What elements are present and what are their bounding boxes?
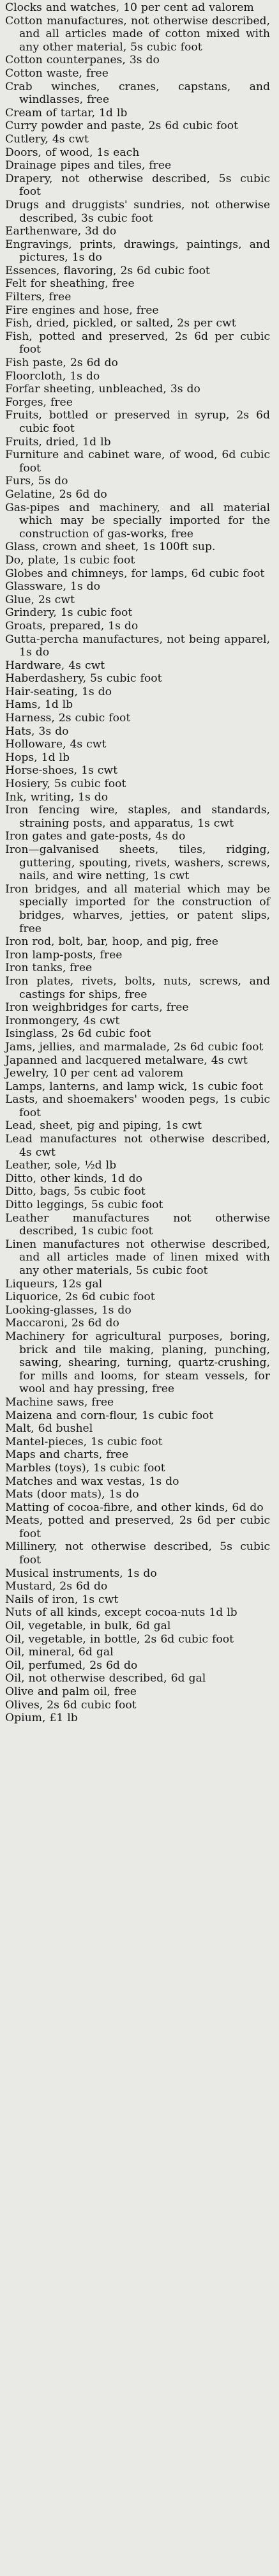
tariff-entry: Cream of tartar, 1d lb	[5, 106, 128, 119]
tariff-entry: Mantel-pieces, 1s cubic foot	[5, 1435, 163, 1448]
tariff-entry: Clocks and watches, 10 per cent ad valorem	[5, 1, 254, 14]
tariff-entry: Malt, 6d bushel	[5, 1422, 93, 1436]
tariff-entry: Isinglass, 2s 6d cubic foot	[5, 1027, 151, 1041]
tariff-entry: Olive and palm oil, free	[5, 1685, 137, 1698]
tariff-entry: Lasts, and shoemakers' wooden pegs, 1s cubic foot	[5, 1093, 270, 1119]
tariff-entry: Iron plates, rivets, bolts, nuts, screws, and castings for ships, free	[5, 974, 270, 1001]
tariff-entry: Do, plate, 1s cubic foot	[5, 553, 135, 567]
tariff-entry: Fish, dried, pickled, or salted, 2s per cwt	[5, 317, 236, 330]
tariff-entry: Holloware, 4s cwt	[5, 738, 107, 751]
tariff-entry: Felt for sheathing, free	[5, 277, 135, 291]
tariff-entry: Mustard, 2s 6d do	[5, 1580, 108, 1593]
tariff-entry: Millinery, not otherwise described, 5s cubic foot	[5, 1540, 270, 1567]
tariff-entry: Hosiery, 5s cubic foot	[5, 778, 126, 791]
tariff-entry: Filters, free	[5, 291, 72, 304]
tariff-entry: Liquorice, 2s 6d cubic foot	[5, 1291, 155, 1304]
tariff-entry: Crab winches, cranes, capstans, and windlasses, free	[5, 80, 270, 107]
tariff-entry: Maccaroni, 2s 6d do	[5, 1317, 119, 1330]
tariff-entry: Furs, 5s do	[5, 475, 68, 488]
tariff-entry: Fish paste, 2s 6d do	[5, 356, 118, 370]
tariff-entry: Furniture and cabinet ware, of wood, 6d cubic foot	[5, 448, 270, 475]
tariff-entry: Cotton waste, free	[5, 66, 109, 80]
tariff-entry: Hops, 1d lb	[5, 751, 70, 764]
tariff-entry: Gutta-percha manufactures, not being apparel, 1s do	[5, 632, 270, 659]
tariff-entry: Looking-glasses, 1s do	[5, 1303, 132, 1317]
tariff-entry: Opium, £1 lb	[5, 1712, 78, 1725]
tariff-entry: Lead manufactures not otherwise described, 4s cwt	[5, 1133, 270, 1159]
tariff-entry: Grindery, 1s cubic foot	[5, 606, 133, 620]
tariff-entry: Lamps, lanterns, and lamp wick, 1s cubic foot	[5, 1080, 264, 1093]
tariff-entry: Iron weighbridges for carts, free	[5, 1001, 189, 1015]
tariff-entry: Oil, vegetable, in bottle, 2s 6d cubic foot	[5, 1632, 234, 1646]
tariff-entry: Glass, crown and sheet, 1s 100ft sup.	[5, 540, 216, 554]
tariff-entry: Engravings, prints, drawings, paintings, and pictures, 1s do	[5, 238, 270, 264]
tariff-entry: Cotton manufactures, not otherwise described, and all articles made of cotton mixed with any other material, 5s cubic foot	[5, 14, 270, 54]
tariff-entry: Curry powder and paste, 2s 6d cubic foot	[5, 119, 238, 133]
tariff-entry: Iron rod, bolt, bar, hoop, and pig, free	[5, 935, 218, 949]
tariff-entry: Iron bridges, and all material which may be specially imported for the construction of bridges, wharves, jetties, or patent slips, free	[5, 882, 270, 935]
tariff-entry: Maizena and corn-flour, 1s cubic foot	[5, 1409, 214, 1422]
tariff-entry: Marbles (toys), 1s cubic foot	[5, 1461, 165, 1475]
tariff-entry: Horse-shoes, 1s cwt	[5, 764, 117, 778]
tariff-entry: Oil, perfumed, 2s 6d do	[5, 1659, 138, 1672]
tariff-entry: Ironmongery, 4s cwt	[5, 1014, 120, 1027]
tariff-entry: Glue, 2s cwt	[5, 593, 75, 606]
tariff-entry: Haberdashery, 5s cubic foot	[5, 672, 162, 686]
tariff-entry: Musical instruments, 1s do	[5, 1567, 157, 1580]
tariff-entry: Drainage pipes and tiles, free	[5, 159, 172, 172]
tariff-entry: Globes and chimneys, for lamps, 6d cubic foot	[5, 567, 265, 580]
tariff-entry: Matting of cocoa-fibre, and other kinds, 6d do	[5, 1501, 264, 1514]
tariff-entry: Fruits, dried, 1d lb	[5, 435, 111, 448]
tariff-entry: Forges, free	[5, 395, 73, 409]
tariff-entry: Hams, 1d lb	[5, 698, 73, 712]
tariff-entry: Oil, mineral, 6d gal	[5, 1646, 114, 1659]
tariff-entry: Leather manufactures not otherwise described, 1s cubic foot	[5, 1211, 270, 1238]
tariff-entry: Machine saws, free	[5, 1395, 114, 1409]
tariff-entry: Glassware, 1s do	[5, 580, 100, 594]
tariff-entry: Oil, vegetable, in bulk, 6d gal	[5, 1620, 171, 1633]
tariff-entry: Forfar sheeting, unbleached, 3s do	[5, 383, 200, 396]
tariff-entry: Lead, sheet, pig and piping, 1s cwt	[5, 1119, 202, 1133]
tariff-entry: Nuts of all kinds, except cocoa-nuts 1d lb	[5, 1606, 238, 1620]
tariff-entry: Hats, 3s do	[5, 724, 69, 738]
tariff-entry: Drugs and druggists' sundries, not otherwise described, 3s cubic foot	[5, 198, 270, 225]
tariff-entry: Iron lamp-posts, free	[5, 948, 123, 962]
tariff-entry: Essences, flavoring, 2s 6d cubic foot	[5, 264, 210, 277]
tariff-entry: Mats (door mats), 1s do	[5, 1488, 139, 1501]
tariff-entry: Gas-pipes and machinery, and all material which may be specially imported for the construction of gas-works, free	[5, 501, 270, 540]
tariff-entry: Linen manufactures not otherwise described, and all articles made of linen mixed with any other materials, 5s cubic foot	[5, 1238, 270, 1277]
tariff-entry: Cutlery, 4s cwt	[5, 132, 89, 146]
tariff-entry: Groats, prepared, 1s do	[5, 619, 139, 632]
tariff-entry: Hardware, 4s cwt	[5, 659, 105, 672]
tariff-entry: Maps and charts, free	[5, 1448, 129, 1462]
tariff-entry: Gelatine, 2s 6d do	[5, 487, 107, 501]
tariff-entry: Olives, 2s 6d cubic foot	[5, 1698, 137, 1712]
tariff-entry: Ditto, other kinds, 1d do	[5, 1172, 143, 1185]
tariff-entry: Doors, of wood, 1s each	[5, 146, 140, 159]
tariff-entry: Fish, potted and preserved, 2s 6d per cubic foot	[5, 330, 270, 356]
tariff-entry: Iron—galvanised sheets, tiles, ridging, guttering, spouting, rivets, washers, screws, nails, and wire netting, 1s cwt	[5, 843, 270, 883]
tariff-entry: Machinery for agricultural purposes, boring, brick and tile making, planing, punching, sawing, shearing, turning, quartz-crushing, for mills and looms, for steam vessels, for wool and hay pressing, free	[5, 1330, 270, 1396]
tariff-entry: Fruits, bottled or preserved in syrup, 2s 6d cubic foot	[5, 409, 270, 435]
tariff-entry: Iron fencing wire, staples, and standards, straining posts, and apparatus, 1s cwt	[5, 804, 270, 830]
tariff-entry: Japanned and lacquered metalware, 4s cwt	[5, 1054, 248, 1067]
tariff-entry: Leather, sole, ½d lb	[5, 1159, 117, 1172]
tariff-entry: Liqueurs, 12s gal	[5, 1277, 103, 1291]
tariff-entry: Ink, writing, 1s do	[5, 790, 109, 804]
tariff-entry: Jewelry, 10 per cent ad valorem	[5, 1067, 184, 1080]
tariff-entry: Matches and wax vestas, 1s do	[5, 1475, 179, 1488]
tariff-entry: Oil, not otherwise described, 6d gal	[5, 1672, 206, 1685]
tariff-entry: Floorcloth, 1s do	[5, 369, 100, 383]
tariff-entry: Iron tanks, free	[5, 962, 93, 975]
tariff-entry: Earthenware, 3d do	[5, 225, 117, 238]
tariff-entry: Ditto leggings, 5s cubic foot	[5, 1199, 163, 1212]
tariff-entry: Hair-seating, 1s do	[5, 685, 112, 698]
tariff-entry: Fire engines and hose, free	[5, 303, 159, 317]
tariff-entry: Nails of iron, 1s cwt	[5, 1593, 119, 1606]
tariff-entry: Meats, potted and preserved, 2s 6d per cubic foot	[5, 1514, 270, 1540]
tariff-entry: Drapery, not otherwise described, 5s cubic foot	[5, 172, 270, 199]
tariff-entry: Jams, jellies, and marmalade, 2s 6d cubic foot	[5, 1040, 264, 1054]
tariff-entry: Cotton counterpanes, 3s do	[5, 54, 160, 67]
tariff-entry: Iron gates and gate-posts, 4s do	[5, 830, 186, 843]
tariff-entry: Ditto, bags, 5s cubic foot	[5, 1185, 146, 1199]
tariff-entry: Harness, 2s cubic foot	[5, 712, 131, 725]
